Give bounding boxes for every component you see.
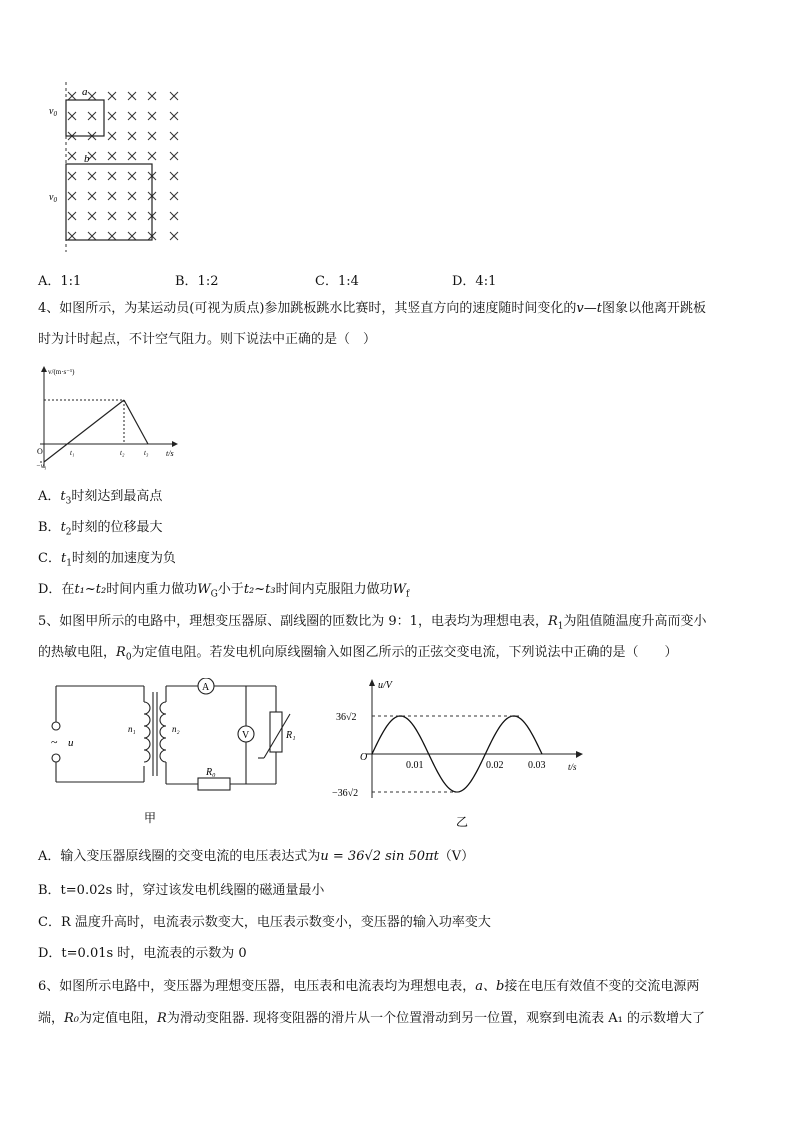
vt-graph xyxy=(36,364,186,472)
field-cross xyxy=(128,152,136,160)
label-a: a xyxy=(82,86,88,98)
q3-option-c: C．1:4 xyxy=(315,274,359,289)
waveform-yi xyxy=(330,676,590,832)
wave-ylabel: u/V xyxy=(378,680,392,691)
field-cross xyxy=(108,112,116,120)
field-cross xyxy=(128,192,136,200)
field-cross xyxy=(148,112,156,120)
field-cross xyxy=(68,152,76,160)
wave-x2: 0.02 xyxy=(486,760,504,771)
label-v0-bottom: $v_0$ xyxy=(49,192,57,204)
field-cross xyxy=(148,132,156,140)
wave-x3: 0.03 xyxy=(528,760,546,771)
q4-stem-line2: 时为计时起点，不计空气阻力。则下说法中正确的是（ ） xyxy=(38,332,377,347)
circuit-n2: n₂ xyxy=(172,724,180,734)
q4-option-b: B．$t_2$时刻的位移最大 xyxy=(38,520,163,538)
wave-origin: O xyxy=(360,752,368,763)
field-cross xyxy=(108,192,116,200)
q3-option-a: A．1:1 xyxy=(38,274,82,289)
field-cross xyxy=(108,152,116,160)
vt-t3: t₃ xyxy=(144,449,149,457)
field-cross xyxy=(68,212,76,220)
ac-source-tilde: ~ xyxy=(51,735,58,749)
q5-stem-line1: 5、如图甲所示的电路中，理想变压器原、副线圈的匝数比为 9：1，电表均为理想电表，$R_1$为阻值随温度升高而变小 xyxy=(38,614,707,632)
field-cross xyxy=(170,172,178,180)
caption-yi: 乙 xyxy=(456,815,469,829)
field-cross xyxy=(108,232,116,240)
q6-stem-line2: 端，R₀为定值电阻，R为滑动变阻器. 现将变阻器的滑片从一个位置滑动到另一位置，观察到电流表 A₁ 的示数增大了 xyxy=(38,1011,705,1026)
q5-option-a: A．输入变压器原线圈的交变电流的电压表达式为u = 36√2 sin 50πt（V） xyxy=(38,849,475,864)
field-cross xyxy=(170,112,178,120)
ammeter-label: A xyxy=(202,682,210,693)
circuit-diagram-jia xyxy=(40,678,310,828)
field-cross xyxy=(88,92,96,100)
field-cross xyxy=(170,192,178,200)
vt-t1: t₁ xyxy=(70,449,75,457)
q4-stem-line1: 4、如图所示，为某运动员(可视为质点)参加跳板跳水比赛时，其竖直方向的速度随时间变化的v—t图象以他离开跳板 xyxy=(38,301,707,316)
caption-jia: 甲 xyxy=(144,811,157,825)
q5-option-c: C．R 温度升高时，电流表示数变大，电压表示数变小，变压器的输入功率变大 xyxy=(38,915,491,930)
vt-origin: O xyxy=(37,447,43,456)
q4-option-a: A．$t_3$时刻达到最高点 xyxy=(38,489,163,507)
field-cross xyxy=(108,132,116,140)
field-cross xyxy=(68,232,76,240)
vt-xlabel: t/s xyxy=(166,449,174,458)
wave-x1: 0.01 xyxy=(406,760,424,771)
large-loop xyxy=(66,164,152,240)
small-loop xyxy=(66,100,104,136)
circuit-u: u xyxy=(68,737,74,749)
wave-ymax: 36√2 xyxy=(336,712,357,723)
field-cross xyxy=(128,212,136,220)
field-cross xyxy=(88,232,96,240)
field-cross xyxy=(128,172,136,180)
q3-option-d: D．4:1 xyxy=(452,274,497,289)
field-cross xyxy=(68,172,76,180)
field-cross xyxy=(68,112,76,120)
field-cross xyxy=(108,92,116,100)
vt-neg-v1: −v₁ xyxy=(36,462,47,470)
q3-option-b: B．1:2 xyxy=(175,274,219,289)
field-cross xyxy=(88,172,96,180)
q6-stem-line1: 6、如图所示电路中，变压器为理想变压器，电压表和电流表均为理想电表，a、b接在电压有效值不变的交流电源两 xyxy=(38,979,700,994)
field-cross xyxy=(128,232,136,240)
q5-stem-line2: 的热敏电阻，$R_0$为定值电阻。若发电机向原线圈输入如图乙所示的正弦交变电流，下列说法中正确的是（ ） xyxy=(38,645,678,663)
q4-option-d: D．在t₁~t₂时间内重力做功$W_G$小于t₂~t₃时间内克服阻力做功$W_f$ xyxy=(38,582,410,600)
voltmeter-label: V xyxy=(242,730,250,741)
field-cross xyxy=(170,92,178,100)
field-cross xyxy=(88,212,96,220)
vt-t2: t₂ xyxy=(120,449,125,457)
vt-ylabel: v/(m·s⁻¹) xyxy=(48,368,75,376)
magnetic-field-figure xyxy=(40,82,200,252)
wave-xlabel: t/s xyxy=(568,762,577,772)
field-cross xyxy=(128,92,136,100)
circuit-r0: R₀ xyxy=(206,767,216,778)
circuit-n1: n₁ xyxy=(128,724,136,734)
wave-ymin: −36√2 xyxy=(332,788,359,799)
field-cross xyxy=(108,212,116,220)
field-cross xyxy=(128,132,136,140)
field-cross xyxy=(170,232,178,240)
field-cross xyxy=(68,92,76,100)
field-cross xyxy=(170,132,178,140)
field-cross xyxy=(88,112,96,120)
q4-option-c: C．$t_1$时刻的加速度为负 xyxy=(38,551,176,569)
field-crosses xyxy=(68,92,178,240)
label-v0-top: $v_0$ xyxy=(49,106,57,118)
field-cross xyxy=(148,152,156,160)
field-cross xyxy=(170,212,178,220)
circuit-r1: R₁ xyxy=(286,730,296,741)
field-cross xyxy=(170,152,178,160)
field-cross xyxy=(148,92,156,100)
q5-option-b: B．t=0.02s 时，穿过该发电机线圈的磁通量最小 xyxy=(38,883,325,898)
q5-option-d: D．t=0.01s 时，电流表的示数为 0 xyxy=(38,946,247,961)
label-b: b xyxy=(84,153,90,165)
field-cross xyxy=(68,192,76,200)
field-cross xyxy=(128,112,136,120)
field-cross xyxy=(108,172,116,180)
field-cross xyxy=(88,192,96,200)
